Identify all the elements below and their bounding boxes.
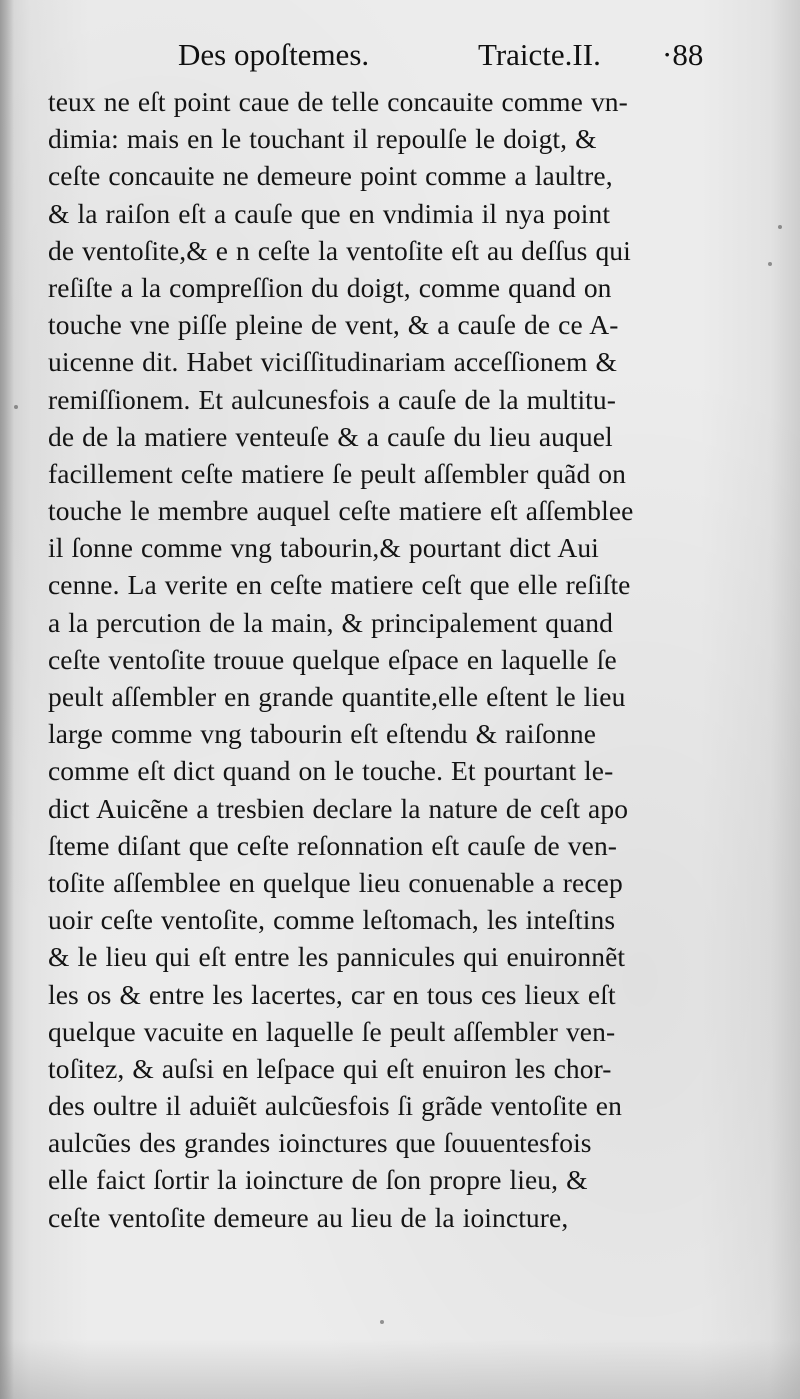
text-line-4: & la raiſon eſt a cauſe que en vndimia il nya point [48,197,611,229]
text-line-15: a la percution de la main, & principalement quand [48,606,613,638]
text-line-11: facillement ceſte matiere ſe peult aſſembler quãd on [48,457,626,489]
text-line-5: de ventoſite,& e n ceſte la ventoſite eſt au deſſus qui [48,234,631,266]
text-line-2: dimia: mais en le touchant il repoulſe le doigt, & [48,123,597,155]
ink-speck [778,225,782,229]
text-line-30: elle faict ſortir la ioincture de ſon propre lieu, & [48,1164,588,1196]
text-line-21: ſteme diſant que ceſte reſonnation eſt cauſe de ven- [48,829,618,861]
ink-speck [768,262,772,266]
text-line-29: aulcũes des grandes ioinctures que ſouuentesfois [48,1127,592,1159]
body-text [48,83,764,1236]
page-number: ·88 [662,37,704,72]
text-line-16: ceſte ventoſite trouue quelque eſpace en laquelle ſe [48,643,617,675]
ink-speck [380,1320,384,1324]
text-line-14: cenne. La verite en ceſte matiere ceſt que elle reſiſte [48,569,631,601]
text-line-13: il ſonne comme vng tabourin,& pourtant dict Aui [48,532,599,564]
text-line-9: remiſſionem. Et aulcunesfois a cauſe de la multitu- [48,383,617,415]
running-head-title: Des opoſtemes. [178,37,370,72]
page-gutter-shadow [0,0,14,1399]
running-head-treatise: Traicte.II. [478,37,601,72]
text-line-26: quelque vacuite en laquelle ſe peult aſſembler ven- [48,1015,616,1047]
ink-speck [14,405,18,409]
text-line-23: uoir ceſte ventoſite, comme leſtomach, les inteſtins [48,904,616,936]
text-line-6: reſiſte a la compreſſion du doigt, comme quand on [48,271,612,303]
text-line-22: toſite aſſemblee en quelque lieu conuenable a recep [48,866,623,898]
text-line-20: dict Auicẽne a tresbien declare la nature de ceſt apo [48,792,629,824]
text-line-8: uicenne dit. Habet viciſſitudinariam acceſſionem & [48,346,617,378]
text-line-28: des oultre il aduiẽt aulcũesfois ſi grãde ventoſite en [48,1090,622,1122]
text-line-19: comme eſt dict quand on le touche. Et pourtant le- [48,755,614,787]
running-head [0,30,800,80]
text-line-1: teux ne eſt point caue de telle concauite comme vn- [48,86,628,117]
text-line-25: les os & entre les lacertes, car en tous ces lieux eſt [48,978,616,1010]
text-line-12: touche le membre auquel ceſte matiere eſt aſſemblee [48,495,634,527]
text-line-24: & le lieu qui eſt entre les pannicules qui enuironnẽt [48,941,626,973]
text-line-18: large comme vng tabourin eſt eſtendu & raiſonne [48,718,597,750]
text-line-7: touche vne piſſe pleine de vent, & a cauſe de ce A- [48,309,619,341]
text-line-10: de de la matiere venteuſe & a cauſe du lieu auquel [48,420,613,452]
text-line-17: peult aſſembler en grande quantite,elle eſtent le lieu [48,681,626,712]
text-line-27: toſitez, & auſsi en leſpace qui eſt enuiron les chor- [48,1052,612,1084]
text-line-31: ceſte ventoſite demeure au lieu de la ioincture, [48,1201,569,1233]
text-line-3: ceſte concauite ne demeure point comme a laultre, [48,160,613,192]
page-bottom-shadow [0,1339,800,1399]
